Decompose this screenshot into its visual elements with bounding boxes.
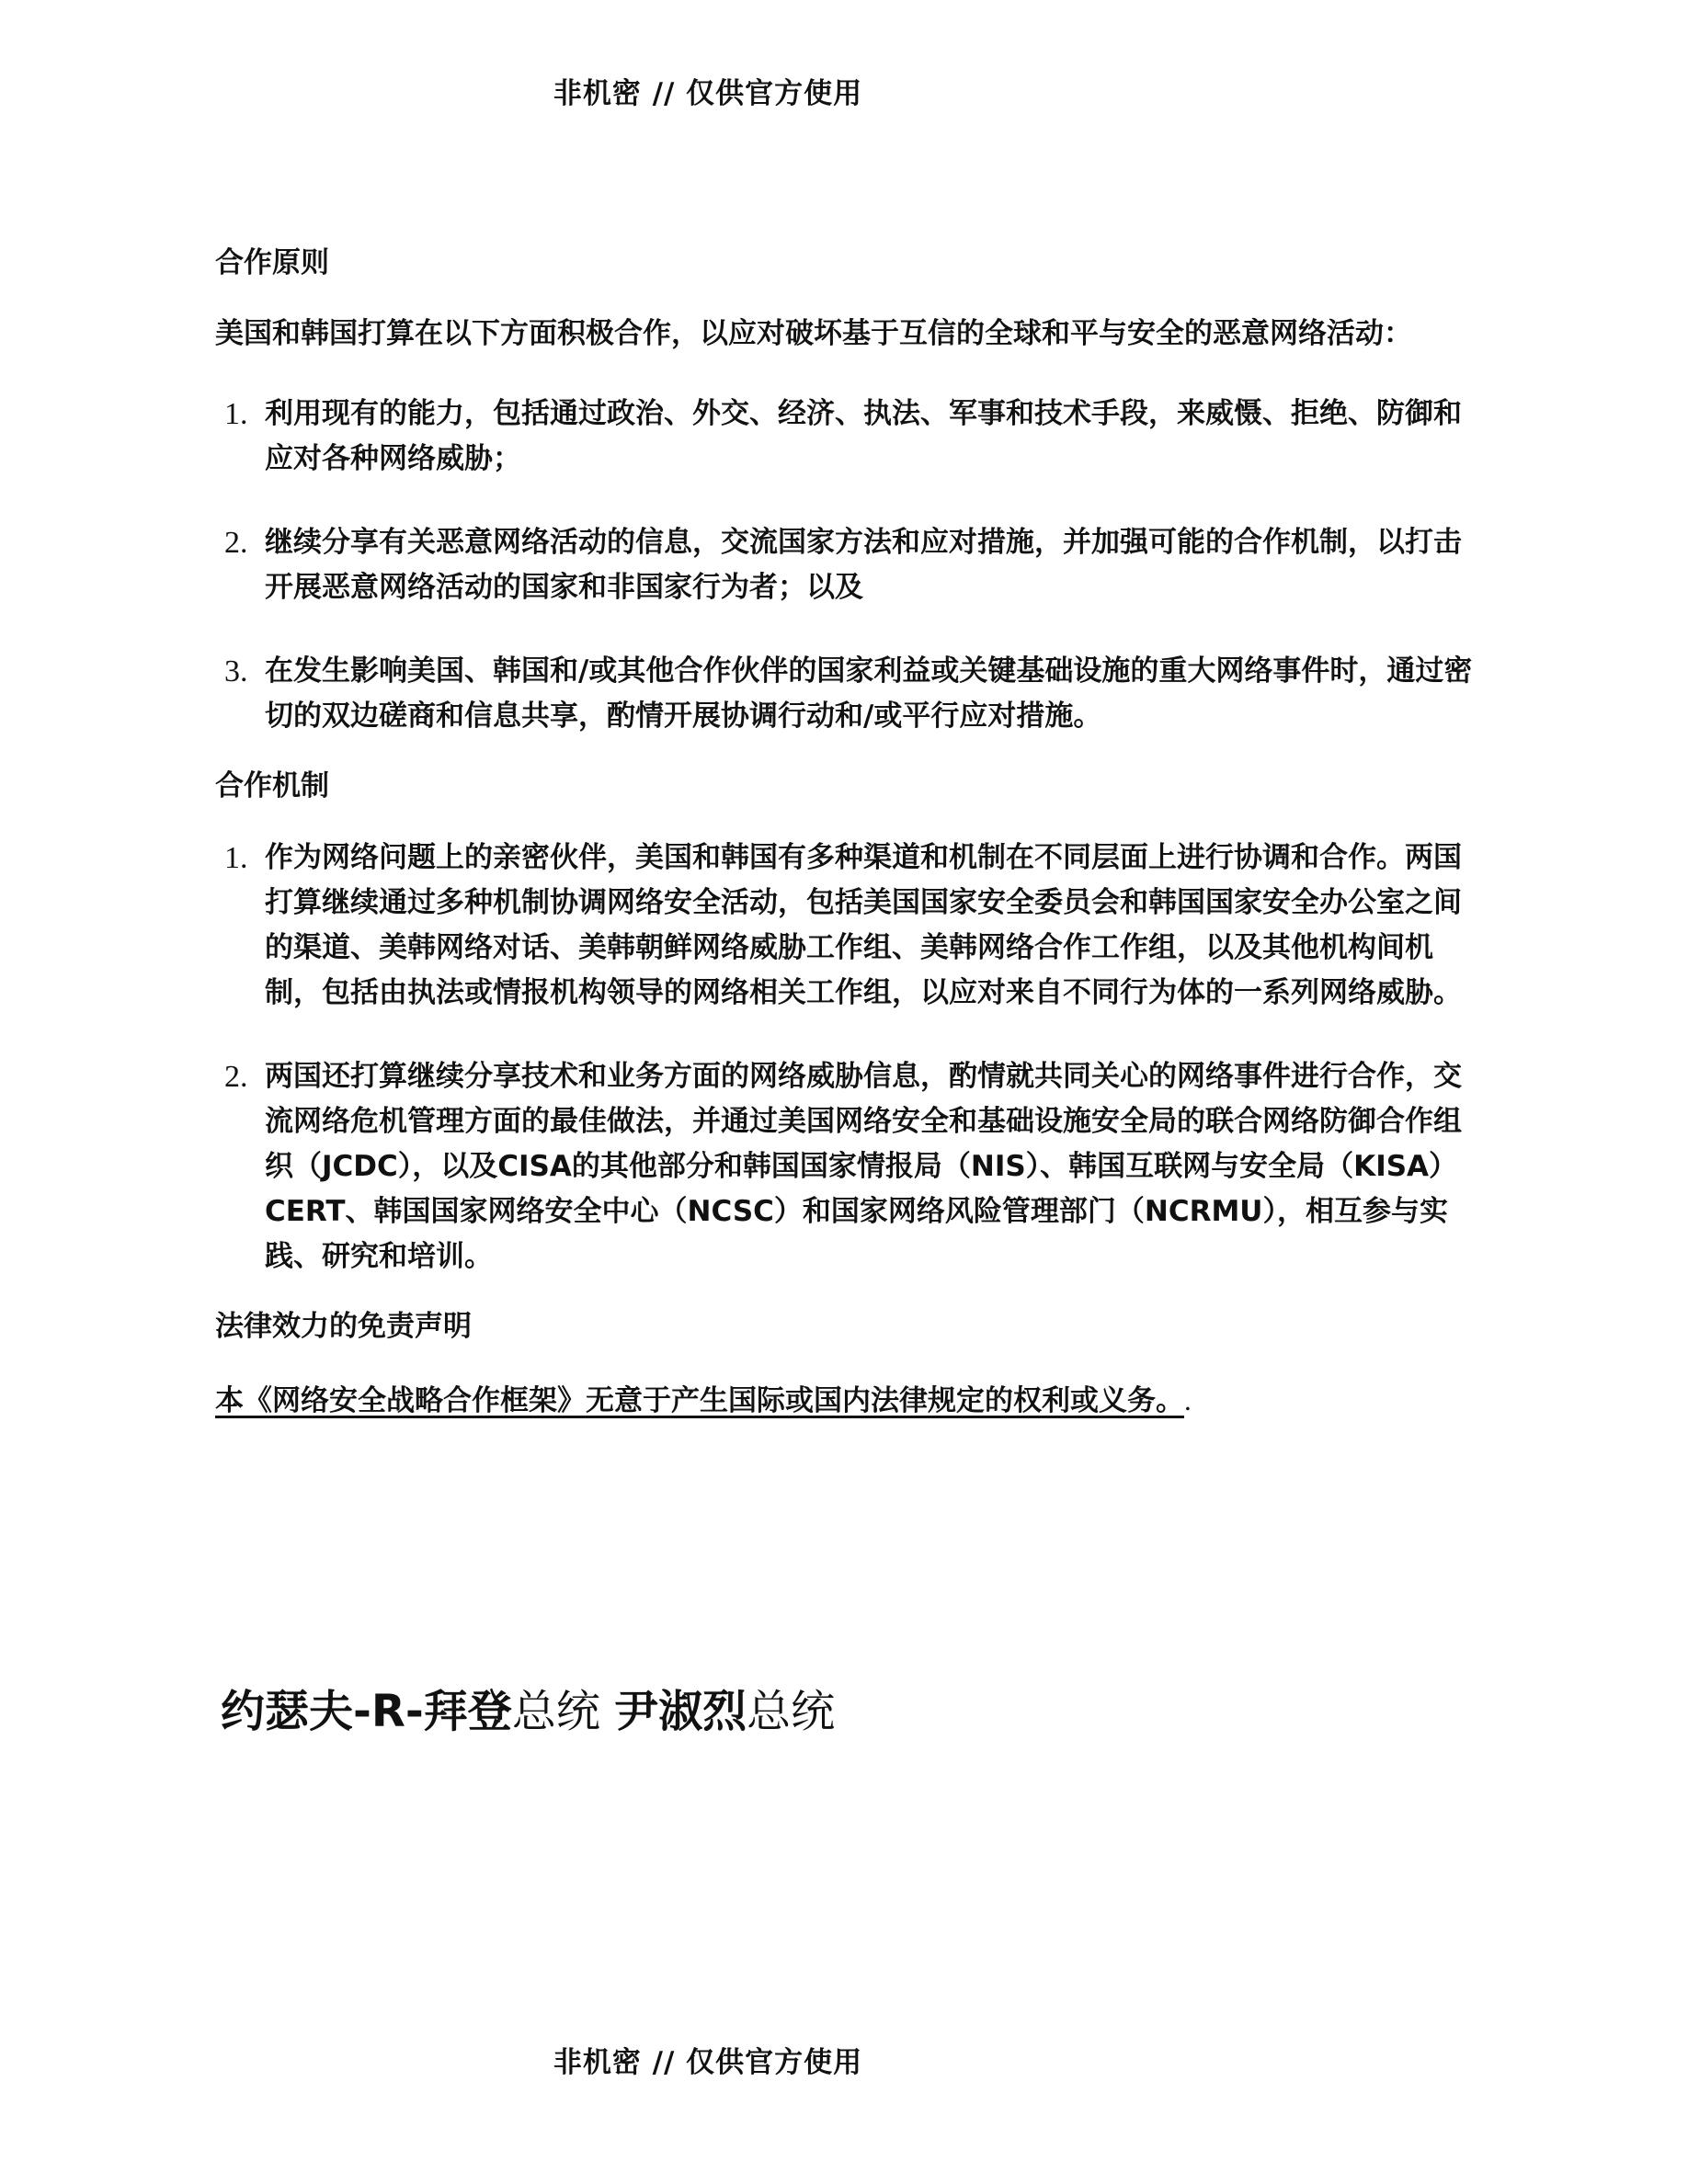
- list-item-number: 2.: [224, 526, 248, 560]
- section-heading-mechanisms: 合作机制: [215, 769, 329, 802]
- list-item: [215, 1054, 1488, 1280]
- list-item-number: 3.: [224, 654, 248, 688]
- disclaimer-text: [215, 1379, 1488, 1423]
- signature-block: [221, 1684, 835, 1739]
- list-item-text: 在发生影响美国、韩国和/或其他合作伙伴的国家利益或关键基础设施的重大网络事件时，通过密切的双边磋商和信息共享，酌情开展协调行动和/或平行应对措施。: [265, 654, 1473, 733]
- classification-marking-bottom: 非机密 // 仅供官方使用: [553, 2046, 863, 2079]
- list-item-number: 1.: [224, 841, 248, 875]
- section-heading-disclaimer: 法律效力的免责声明: [215, 1310, 472, 1343]
- list-item-text: 利用现有的能力，包括通过政治、外交、经济、执法、军事和技术手段，来威慑、拒绝、防御和应对各种网络威胁；: [265, 397, 1462, 475]
- signatory-title: 总统: [747, 1686, 836, 1737]
- list-item-text: 两国还打算继续分享技术和业务方面的网络威胁信息，酌情就共同关心的网络事件进行合作，交流网络危机管理方面的最佳做法，并通过美国网络安全和基础设施安全局的联合网络防御合作组织（JCDC），以及CISA的其他部分和韩国国家情报局（NIS）、韩国互联网与安全局（KISA）CERT、韩国国家网络安全中心（NCSC）和国家网络风险管理部门（NCRMU），相互参与实践、研究和培训。: [265, 1060, 1462, 1273]
- list-item: [215, 392, 1488, 482]
- list-item-text: 作为网络问题上的亲密伙伴，美国和韩国有多种渠道和机制在不同层面上进行协调和合作。两国打算继续通过多种机制协调网络安全活动，包括美国国家安全委员会和韩国国家安全办公室之间的渠道、美韩网络对话、美韩朝鲜网络威胁工作组、美韩网络合作工作组，以及其他机构间机制，包括由执法或情报机构领导的网络相关工作组，以应对来自不同行为体的一系列网络威胁。: [265, 841, 1462, 1009]
- list-item: [215, 836, 1488, 1016]
- section-heading-principles: 合作原则: [215, 246, 329, 279]
- list-item-text: 继续分享有关恶意网络活动的信息，交流国家方法和应对措施，并加强可能的合作机制，以打击开展恶意网络活动的国家和非国家行为者；以及: [265, 526, 1462, 604]
- signatory-name: 约瑟夫-R-拜登: [221, 1686, 512, 1737]
- list-item-number: 2.: [224, 1060, 248, 1094]
- principles-list: [215, 392, 1488, 739]
- principles-intro: 美国和韩国打算在以下方面积极合作，以应对破坏基于互信的全球和平与安全的恶意网络活动：: [215, 317, 1412, 350]
- signatory-title: 总统: [511, 1686, 600, 1737]
- disclaimer-statement: 本《网络安全战略合作框架》无意于产生国际或国内法律规定的权利或义务。: [215, 1384, 1184, 1417]
- disclaimer-trailing: .: [1184, 1384, 1192, 1416]
- list-item: [215, 649, 1488, 739]
- signatory-name: 尹淑烈: [614, 1686, 747, 1737]
- mechanisms-list: [215, 836, 1488, 1280]
- document-body: [215, 241, 1488, 1423]
- list-item-number: 1.: [224, 397, 248, 431]
- classification-marking-top: 非机密 // 仅供官方使用: [553, 77, 863, 110]
- list-item: [215, 520, 1488, 610]
